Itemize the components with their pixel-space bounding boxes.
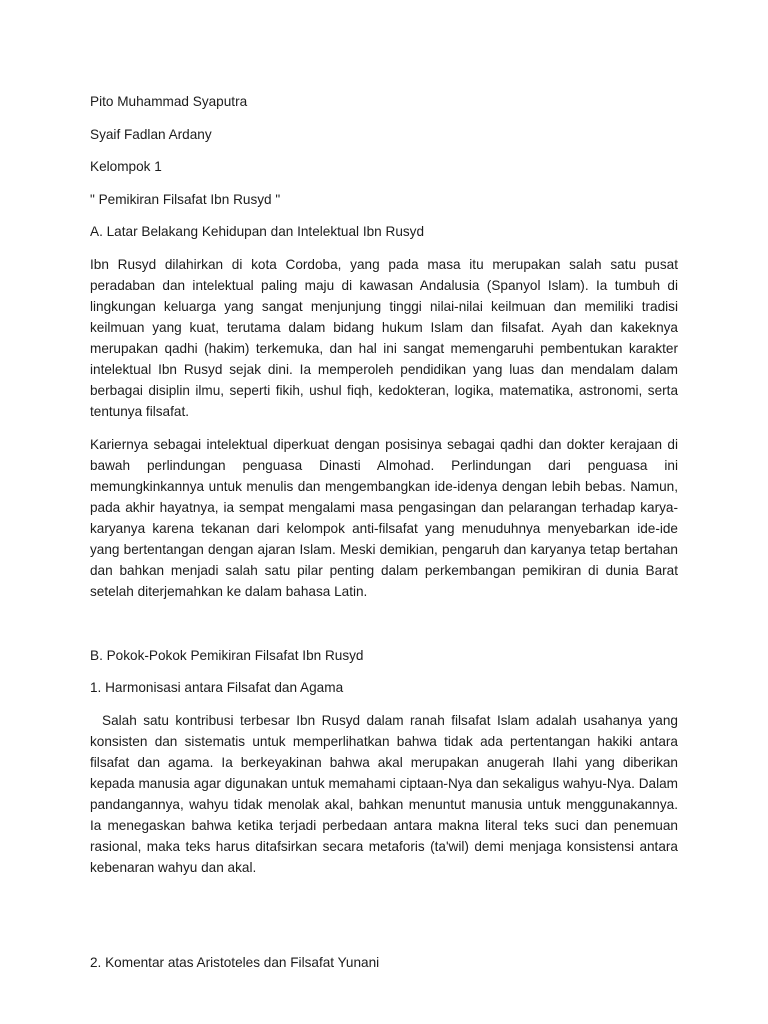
document-title: " Pemikiran Filsafat Ibn Rusyd ": [90, 191, 281, 207]
subsection-1-paragraph: Salah satu kontribusi terbesar Ibn Rusyd dalam ranah filsafat Islam adalah usahanya yang konsisten dan sistematis untuk memperlihatkan bahwa tidak ada pertentangan hakiki antara filsafat dan agama. Ia berkeyakinan bahwa akal merupakan anugerah Ilahi yang diberikan kepada manusia agar digunakan untuk memahami ciptaan-Nya dan sekaligus wahyu-Nya. Dalam pandangannya, wahyu tidak menolak akal, bahkan menuntut manusia untuk menggunakannya. Ia menegaskan bahwa ketika terjadi perbedaan antara makna literal teks suci dan penemuan rasional, maka teks harus ditafsirkan secara metaforis (ta'wil) demi menjaga konsistensi antara kebenaran wahyu dan akal.: [90, 712, 678, 876]
author-name: Pito Muhammad Syaputra: [90, 94, 248, 109]
section-a-heading: A. Latar Belakang Kehidupan dan Intelektual Ibn Rusyd: [90, 224, 425, 239]
section-a-paragraph-1: Ibn Rusyd dilahirkan di kota Cordoba, yang pada masa itu merupakan salah satu pusat peradaban dan intelektual paling maju di kawasan Andalusia (Spanyol Islam). Ia tumbuh di lingkungan keluarga yang sangat menjunjung tinggi nilai-nilai keilmuan dan memiliki tradisi keilmuan yang kuat, terutama dalam bidang hukum Islam dan filsafat. Ayah dan kakeknya merupakan qadhi (hakim) terkemuka, dan hal ini sangat memengaruhi pembentukan karakter intelektual Ibn Rusyd sejak dini. Ia memperoleh pendidikan yang luas dan mendalam dalam berbagai disiplin ilmu, seperti fikih, ushul fiqh, kedokteran, logika, matematika, astronomi, serta tentunya filsafat.: [90, 256, 678, 420]
section-a-paragraph-2: Kariernya sebagai intelektual diperkuat dengan posisinya sebagai qadhi dan dokter kerajaan di bawah perlindungan penguasa Dinasti Almohad. Perlindungan dari penguasa ini memungkinkannya untuk menulis dan mengembangkan ide-idenya dengan lebih bebas. Namun, pada akhir hayatnya, ia sempat mengalami masa pengasingan dan pelarangan terhadap karya-karyanya karena tekanan dari kelompok anti-filsafat yang menuduhnya menyebarkan ide-ide yang bertentangan dengan ajaran Islam. Meski demikian, pengaruh dan karyanya tetap bertahan dan bahkan menjadi salah satu pilar penting dalam perkembangan pemikiran di dunia Barat setelah diterjemahkan ke dalam bahasa Latin.: [90, 436, 678, 600]
section-b-heading: B. Pokok-Pokok Pemikiran Filsafat Ibn Rusyd: [90, 647, 364, 663]
author-name: Syaif Fadlan Ardany: [90, 126, 212, 142]
subsection-1-heading: 1. Harmonisasi antara Filsafat dan Agama: [90, 680, 344, 695]
subsection-2-heading: 2. Komentar atas Aristoteles dan Filsafat Yunani: [90, 955, 380, 971]
group-label: Kelompok 1: [90, 159, 162, 174]
